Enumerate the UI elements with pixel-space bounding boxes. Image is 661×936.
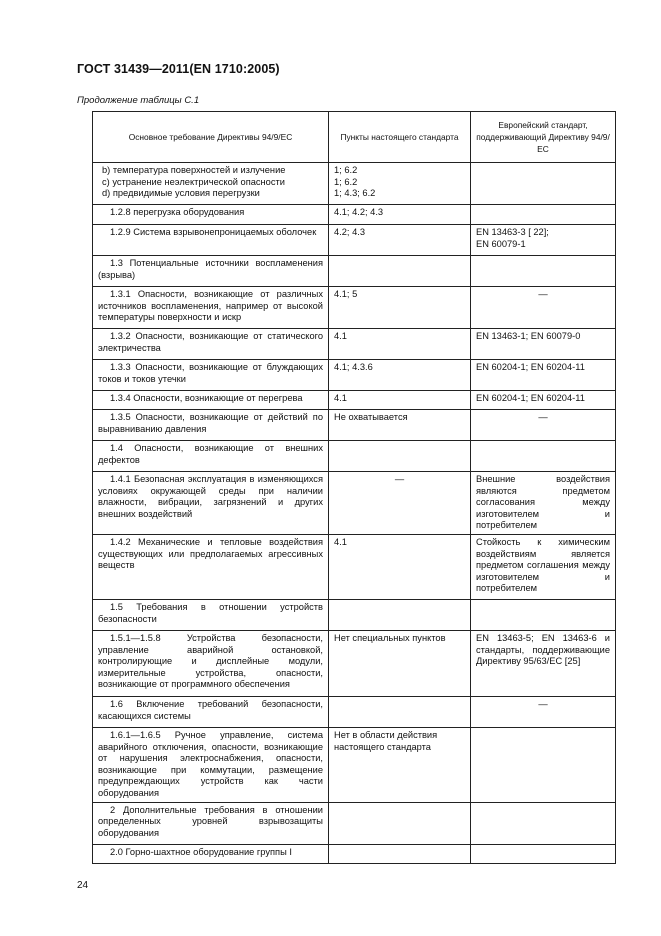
clause-cell: 4.1; 4.2; 4.3 xyxy=(329,205,471,225)
document-title: ГОСТ 31439—2011(EN 1710:2005) xyxy=(77,62,280,76)
clause-cell xyxy=(329,441,471,472)
requirement-cell: 2.0 Горно-шахтное оборудование группы I xyxy=(93,844,329,863)
requirement-cell: 1.4.2 Механические и тепловые воздействия существующих или предполагаемых агрессивных веществ xyxy=(93,534,329,599)
requirement-cell: 2 Дополнительные требования в отношении определенных уровней взрывозащиты оборудования xyxy=(93,802,329,844)
requirement-cell: 1.6 Включение требований безопасности, касающихся системы xyxy=(93,696,329,727)
standard-cell xyxy=(471,441,616,472)
table-caption: Продолжение таблицы С.1 xyxy=(77,95,200,106)
requirement-cell: 1.6.1—1.6.5 Ручное управление, система аварийного отключения, опасности, возникающие от нарушения электроснабжения, опасности, возникающие при коммутации, размещение предупреждающих устройств как части оборудования xyxy=(93,727,329,802)
clause-cell: Не охватывается xyxy=(329,410,471,441)
table-row xyxy=(93,205,616,225)
clause-cell xyxy=(329,696,471,727)
clause-cell xyxy=(329,256,471,287)
standard-cell xyxy=(471,225,616,256)
table-row xyxy=(93,163,616,205)
clause-cell: 4.1; 5 xyxy=(329,287,471,329)
requirement-cell: 1.3.2 Опасности, возникающие от статического электричества xyxy=(93,329,329,360)
standard-cell xyxy=(471,802,616,844)
table-row xyxy=(93,410,616,441)
standard-cell: — xyxy=(471,696,616,727)
standard-cell: Внешние воздействия являются предметом согласования между изготовителем и потребителем xyxy=(471,472,616,535)
standard-cell: EN 60204-1; EN 60204-11 xyxy=(471,391,616,410)
clause-line: 1; 6.2 xyxy=(334,165,358,175)
standard-cell xyxy=(471,727,616,802)
requirement-cell: 1.3.1 Опасности, возникающие от различных источников воспламенения, например от высокой температуры поверхности и искр xyxy=(93,287,329,329)
standard-cell xyxy=(471,256,616,287)
clause-line: 1; 4.3; 6.2 xyxy=(334,188,376,199)
page-number: 24 xyxy=(77,880,89,891)
requirement-cell: 1.2.9 Система взрывонепроницаемых оболочек xyxy=(93,225,329,256)
column-header-european-standard: Европейский стандарт, поддерживающий Директиву 94/9/ЕС xyxy=(471,112,616,163)
clause-cell xyxy=(329,599,471,630)
table-row xyxy=(93,441,616,472)
standard-cell xyxy=(471,844,616,863)
standard-cell xyxy=(471,163,616,205)
standard-cell: — xyxy=(471,287,616,329)
table-row xyxy=(93,599,616,630)
standard-cell xyxy=(471,205,616,225)
clause-cell: Нет специальных пунктов xyxy=(329,630,471,696)
clause-line: 1; 6.2 xyxy=(334,176,358,187)
clause-cell xyxy=(329,163,471,205)
requirement-cell: 1.3.4 Опасности, возникающие от перегрева xyxy=(93,391,329,410)
table-row xyxy=(93,696,616,727)
table-row xyxy=(93,630,616,696)
table-row xyxy=(93,534,616,599)
requirement-cell: 1.3.5 Опасности, возникающие от действий по выравниванию давления xyxy=(93,410,329,441)
standard-line: EN 13463-3 [ 22]; xyxy=(476,227,549,237)
table-row xyxy=(93,287,616,329)
requirement-line: d) предвидимые условия перегрузки xyxy=(102,188,260,199)
clause-cell: 4.2; 4.3 xyxy=(329,225,471,256)
table-row xyxy=(93,802,616,844)
clause-cell: 4.1 xyxy=(329,534,471,599)
clause-cell: Нет в области действия настоящего стандарта xyxy=(329,727,471,802)
requirement-cell: 1.3 Потенциальные источники воспламенения (взрыва) xyxy=(93,256,329,287)
requirement-cell: 1.2.8 перегрузка оборудования xyxy=(93,205,329,225)
standard-cell xyxy=(471,599,616,630)
requirement-line: c) устранение неэлектрической опасности xyxy=(102,176,285,187)
requirements-table xyxy=(92,111,616,864)
clause-cell: 4.1; 4.3.6 xyxy=(329,360,471,391)
table-row xyxy=(93,360,616,391)
clause-cell: 4.1 xyxy=(329,391,471,410)
table-row xyxy=(93,727,616,802)
column-header-requirement: Основное требование Директивы 94/9/ЕС xyxy=(93,112,329,163)
standard-cell: EN 13463-5; EN 13463-6 и стандарты, поддерживающие Директиву 95/63/ЕС [25] xyxy=(471,630,616,696)
requirement-cell: 1.5.1—1.5.8 Устройства безопасности, управление аварийной остановкой, контролирующие и дисплейные модули, измерительные устройства, опасности, возникающие от программного обеспечения xyxy=(93,630,329,696)
clause-cell: — xyxy=(329,472,471,535)
table-row xyxy=(93,844,616,863)
requirement-cell: 1.4.1 Безопасная эксплуатация в изменяющихся условиях окружающей среды при наличии влажности, вибрации, загрязнений и других внешних воздействий xyxy=(93,472,329,535)
table-row xyxy=(93,225,616,256)
table-row xyxy=(93,472,616,535)
clause-cell xyxy=(329,844,471,863)
standard-cell: — xyxy=(471,410,616,441)
standard-cell: EN 13463-1; EN 60079-0 xyxy=(471,329,616,360)
requirement-cell xyxy=(93,163,329,205)
requirement-cell: 1.3.3 Опасности, возникающие от блуждающих токов и токов утечки xyxy=(93,360,329,391)
table-row xyxy=(93,391,616,410)
requirement-cell: 1.4 Опасности, возникающие от внешних дефектов xyxy=(93,441,329,472)
requirement-cell: 1.5 Требования в отношении устройств безопасности xyxy=(93,599,329,630)
standard-cell: Стойкость к химическим воздействиям является предметом соглашения между изготовителем и потребителем xyxy=(471,534,616,599)
standard-line: EN 60079-1 xyxy=(476,238,526,249)
table-row xyxy=(93,256,616,287)
standard-cell: EN 60204-1; EN 60204-11 xyxy=(471,360,616,391)
column-header-clauses: Пункты настоящего стандарта xyxy=(329,112,471,163)
clause-cell xyxy=(329,802,471,844)
requirement-line: b) температура поверхностей и излучение xyxy=(102,165,286,175)
table-header-row xyxy=(93,112,616,163)
clause-cell: 4.1 xyxy=(329,329,471,360)
table-row xyxy=(93,329,616,360)
